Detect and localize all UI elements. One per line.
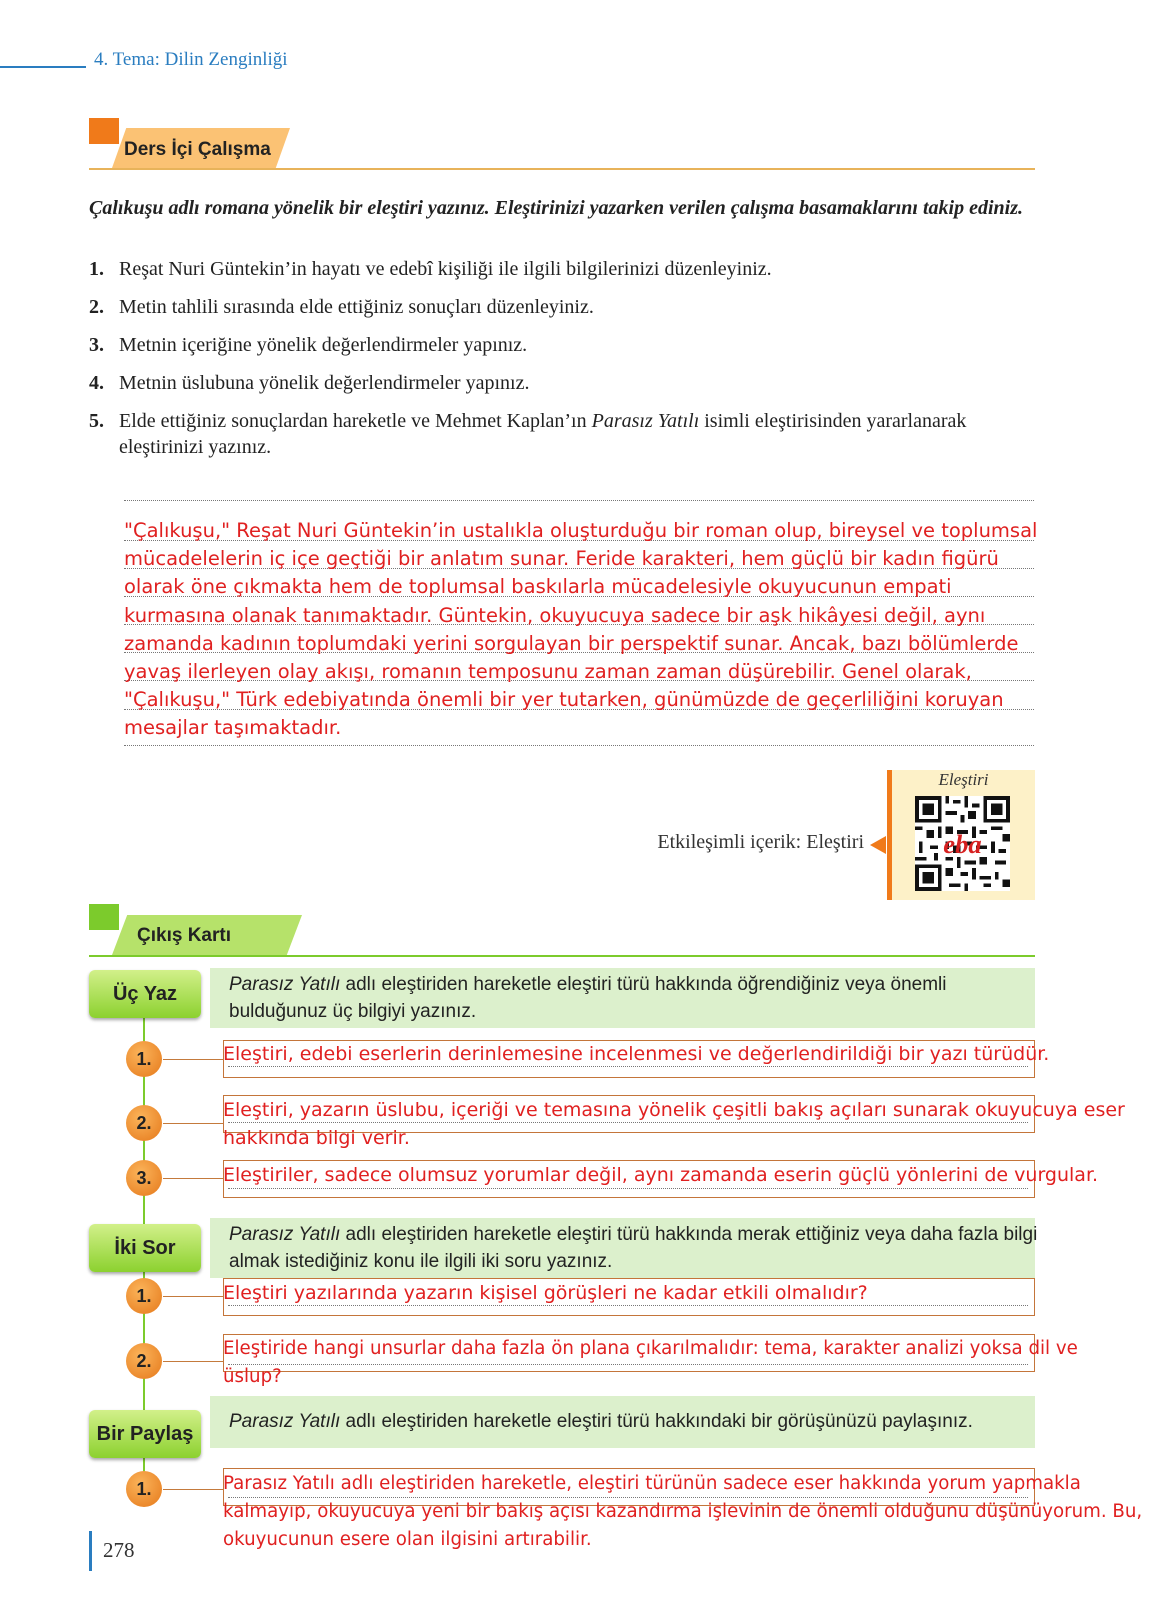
ders-ici-label: Ders İçi Çalışma — [124, 139, 271, 160]
ders-ici-square — [89, 118, 119, 144]
qr-code-icon[interactable] — [915, 796, 1010, 891]
iki-sor-num-2: 2. — [126, 1343, 162, 1379]
qr-title: Eleştiri — [938, 770, 989, 789]
theme-title: 4. Tema: Dilin Zenginliği — [94, 49, 288, 70]
uc-yaz-answer-3: Eleştiriler, sadece olumsuz yorumlar değil, aynı zamanda eserin güçlü yönlerini de vurgular. — [223, 1164, 1099, 1186]
uc-yaz-answer-1: Eleştiri, edebi eserlerin derinlemesine incelenmesi ve değerlendirildiği bir yazı türüdür. — [223, 1043, 1050, 1065]
uc-yaz-num-3: 3. — [126, 1160, 162, 1196]
step-4: 4. Metnin üslubuna yönelik değerlendirmeler yapınız. — [89, 372, 530, 394]
uc-yaz-num-2: 2. — [126, 1105, 162, 1141]
bir-paylas-answer-line-3: okuyucunun esere olan ilgisini artırabilir. — [223, 1529, 592, 1550]
connector — [163, 1059, 223, 1060]
iki-sor-badge: İki Sor — [89, 1224, 201, 1272]
task-intro: Çalıkuşu adlı romana yönelik bir eleştiri yazınız. Eleştirinizi yazarken verilen çalışma basamaklarını takip ediniz. — [89, 197, 1023, 219]
cikis-square — [89, 904, 119, 930]
page-number: 278 — [103, 1538, 135, 1562]
connector — [163, 1178, 223, 1179]
step-1: 1. Reşat Nuri Güntekin’in hayatı ve edebî kişiliği ile ilgili bilgilerinizi düzenleyiniz. — [89, 258, 772, 280]
iki-sor-prompt: Parasız Yatılı adlı eleştiriden hareketle eleştiri türü hakkında merak ettiğiniz veya daha fazla bilgi almak istediğiniz konu ile ilgili iki soru yazınız. — [229, 1224, 1038, 1272]
connector — [163, 1123, 223, 1124]
pointer-arrow-icon — [870, 836, 886, 854]
bir-paylas-badge: Bir Paylaş — [89, 1410, 201, 1458]
uc-yaz-answer-2-line-2: hakkında bilgi verir. — [223, 1127, 410, 1149]
bir-paylas-answer-line-1: Parasız Yatılı adlı eleştiriden hareketle, eleştiri türünün sadece eser hakkında yorum yapmakla — [223, 1473, 1081, 1494]
iki-sor-answer-1: Eleştiri yazılarında yazarın kişisel görüşleri ne kadar etkili olmalıdır? — [223, 1282, 868, 1304]
bir-paylas-prompt: Parasız Yatılı adlı eleştiriden hareketle eleştiri türü hakkındaki bir görüşünüzü paylaşınız. — [229, 1411, 973, 1432]
uc-yaz-prompt: Parasız Yatılı adlı eleştiriden hareketle eleştiri türü hakkında öğrendiğiniz veya önemli bulduğunuz üç bilgiyi yazınız. — [229, 974, 947, 1022]
uc-yaz-answer-2-line-1: Eleştiri, yazarın üslubu, içeriği ve temasına yönelik çeşitli bakış açıları sunarak okuyucuya eser — [223, 1099, 1125, 1121]
uc-yaz-badge: Üç Yaz — [89, 970, 201, 1018]
step-3: 3. Metnin içeriğine yönelik değerlendirmeler yapınız. — [89, 334, 528, 356]
bir-paylas-answer-line-2: kalmayıp, okuyucuya yeni bir bakış açısı kazandırma işlevinin de önemli olduğunu düşünüyorum. Bu, — [223, 1501, 1143, 1522]
uc-yaz-num-1: 1. — [126, 1041, 162, 1077]
connector — [163, 1296, 223, 1297]
writing-line — [124, 745, 1034, 746]
step-5: 5. Elde ettiğiniz sonuçlardan hareketle ve Mehmet Kaplan’ın Parasız Yatılı isimli eleştirisinden yararlanarak eleştirinizi yazınız. — [89, 410, 967, 458]
cikis-rule — [89, 955, 1035, 957]
cikis-karti-label: Çıkış Kartı — [137, 925, 231, 946]
writing-line — [124, 500, 1034, 501]
interactive-content-caption[interactable]: Etkileşimli içerik: Eleştiri — [657, 831, 864, 853]
step-2: 2. Metin tahlili sırasında elde ettiğiniz sonuçları düzenleyiniz. — [89, 296, 594, 318]
eba-logo-text: eba — [943, 829, 982, 859]
connector — [163, 1361, 223, 1362]
iki-sor-answer-2: Eleştiride hangi unsurlar daha fazla ön plana çıkarılmalıdır: tema, karakter analizi yoksa dil ve üslup? — [223, 1338, 1078, 1387]
ders-ici-rule — [89, 168, 1035, 170]
header-rule — [0, 66, 86, 68]
essay-answer: "Çalıkuşu," Reşat Nuri Güntekin’in ustalıkla oluşturduğu bir roman olup, bireysel ve toplumsal mücadelelerin iç içe geçtiği bir anlatım sunar. Feride karakteri, hem güçlü bir kadın figürü olarak öne çıkmakta hem de toplumsal baskılarla mücadelesiyle okuyucunun empati kurmasına olanak tanımaktadır. Güntekin, okuyucuya sadece bir aşk hikâyesi değil, aynı zamanda kadının toplumdaki yerini sorgulayan bir perspektif sunar. Ancak, bazı bölümlerde yavaş ilerleyen olay akışı, romanın temposunu zaman zaman düşürebilir. Genel olarak, "Çalıkuşu," Türk edebiyatında önemli bir yer tutarken, günümüzde de geçerliliğini koruyan mesajlar taşımaktadır. — [124, 519, 1038, 740]
page-number-bar — [89, 1531, 92, 1571]
bir-paylas-num-1: 1. — [126, 1471, 162, 1507]
iki-sor-num-1: 1. — [126, 1278, 162, 1314]
connector — [163, 1489, 223, 1490]
